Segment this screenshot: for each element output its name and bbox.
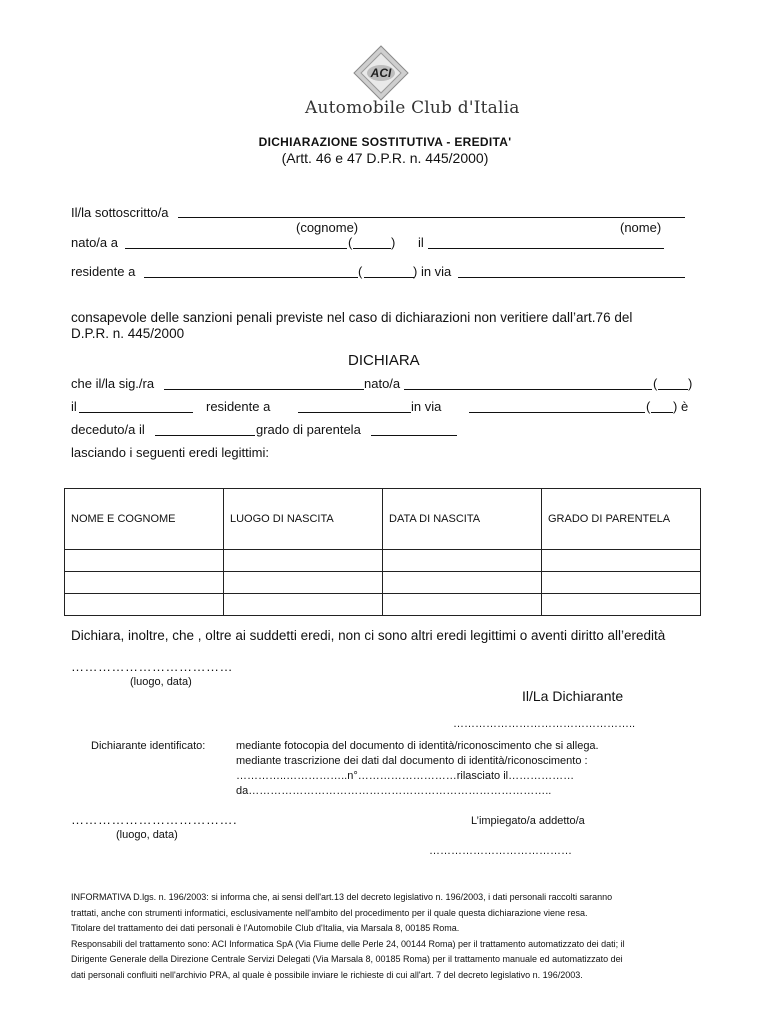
- consapevole-line1: consapevole delle sanzioni penali previste nel caso di dichiarazioni non veritiere dall’art.76 del: [71, 310, 633, 325]
- informativa-line: trattati, anche con strumenti informatici, esclusivamente nell'ambito del procedimento per il quale questa dichiarazione viene resa.: [71, 907, 588, 918]
- dichiarante-signature-field[interactable]: …………………………………………..: [453, 718, 636, 730]
- eredi-table: [64, 488, 701, 616]
- informativa-line: INFORMATIVA D.lgs. n. 196/2003: si informa che, ai sensi dell'art.13 del decreto legislativo n. 196/2003, i dati personali raccolti saranno: [71, 892, 613, 902]
- nato-provincia-field[interactable]: [353, 248, 391, 249]
- nato-paren-open: (: [348, 235, 353, 250]
- defunto-provincia-field[interactable]: [658, 389, 688, 390]
- informativa-line: Dirigente Generale della Direzione Centrale Servizi Delegati (Via Marsala 8, 00185 Roma) per il trattamento manuale ed automatizzato dei: [71, 954, 623, 964]
- table-cell[interactable]: [383, 594, 542, 616]
- che-sig-label: che il/la sig./ra: [71, 376, 155, 391]
- sottoscritto-field[interactable]: [178, 217, 685, 218]
- residente-paren-open: (: [358, 264, 363, 279]
- defunto-nato-label: nato/a: [364, 376, 401, 391]
- luogo-data-hint-2: (luogo, data): [116, 829, 178, 841]
- table-row: [65, 594, 701, 616]
- col-luogo-nascita: LUOGO DI NASCITA: [224, 489, 383, 550]
- id-option-fotocopia: mediante fotocopia del documento di identità/riconoscimento che si allega.: [236, 740, 599, 752]
- table-cell[interactable]: [65, 572, 224, 594]
- id-document-issuer-field[interactable]: da………………………………………………………………………..: [236, 785, 552, 797]
- defunto-il-label: il: [71, 399, 77, 414]
- residente-via-field[interactable]: [458, 277, 685, 278]
- nato-il-label: il: [418, 235, 424, 250]
- document-title: DICHIARAZIONE SOSTITUTIVA - EREDITA': [258, 135, 512, 149]
- informativa-line: Titolare del trattamento dei dati personali è l'Automobile Club d'Italia, via Marsala 8, 00185 Roma.: [71, 923, 460, 933]
- dichiarante-identificato-label: Dichiarante identificato:: [91, 740, 206, 752]
- cognome-hint: (cognome): [296, 220, 359, 235]
- col-grado-parentela: GRADO DI PARENTELA: [542, 489, 701, 550]
- defunto-residente-label: residente a: [206, 399, 271, 414]
- informativa-block: [71, 890, 625, 983]
- residente-label: residente a: [71, 264, 136, 279]
- residente-provincia-field[interactable]: [364, 277, 414, 278]
- table-cell[interactable]: [224, 550, 383, 572]
- table-cell[interactable]: [224, 594, 383, 616]
- col-data-nascita: DATA DI NASCITA: [383, 489, 542, 550]
- defunto-nato-luogo-field[interactable]: [404, 389, 652, 390]
- grado-label: grado di parentela: [256, 422, 361, 437]
- residente-luogo-field[interactable]: [144, 277, 358, 278]
- dichiarante-label: Il/La Dichiarante: [522, 688, 624, 704]
- table-cell[interactable]: [383, 550, 542, 572]
- table-cell[interactable]: [65, 594, 224, 616]
- nato-luogo-field[interactable]: [125, 248, 347, 249]
- col-nome-cognome: NOME E COGNOME: [65, 489, 224, 550]
- table-cell[interactable]: [542, 550, 701, 572]
- table-header-row: [65, 489, 701, 550]
- defunto-via-provincia-field[interactable]: [651, 412, 673, 413]
- deceduto-label: deceduto/a il: [71, 422, 145, 437]
- document-subtitle: (Artt. 46 e 47 D.P.R. n. 445/2000): [281, 150, 489, 166]
- nome-hint: (nome): [620, 220, 662, 235]
- table-cell[interactable]: [224, 572, 383, 594]
- defunto-residente-field[interactable]: [298, 412, 411, 413]
- aci-logo: [352, 44, 410, 102]
- grado-field[interactable]: [371, 435, 457, 436]
- defunto-paren-open: (: [653, 376, 658, 391]
- dichiara-heading: DICHIARA: [348, 352, 420, 369]
- defunto-via-paren-open: (: [646, 399, 651, 414]
- sottoscritto-label: Il/la sottoscritto/a: [71, 205, 169, 220]
- deceduto-data-field[interactable]: [155, 435, 255, 436]
- table-cell[interactable]: [65, 550, 224, 572]
- lasciando-label: lasciando i seguenti eredi legittimi:: [71, 445, 269, 460]
- table-cell[interactable]: [542, 594, 701, 616]
- table-cell[interactable]: [383, 572, 542, 594]
- informativa-line: dati personali confluiti nell'archivio PRA, al quale è possibile inviare le richieste di cui all'art. 7 del decreto legislativo n. 196/2003.: [71, 969, 583, 980]
- defunto-data-nascita-field[interactable]: [79, 412, 193, 413]
- nato-paren-close: ): [391, 235, 396, 250]
- consapevole-line2: D.P.R. n. 445/2000: [71, 326, 185, 341]
- luogo-data-hint: (luogo, data): [130, 676, 192, 688]
- aci-logo-text: ACI: [370, 66, 392, 80]
- defunto-via-field[interactable]: [469, 412, 645, 413]
- table-row: [65, 572, 701, 594]
- nato-label: nato/a a: [71, 235, 118, 250]
- table-row: [65, 550, 701, 572]
- impiegato-label: L’impiegato/a addetto/a: [471, 815, 585, 827]
- in-via-label: ) in via: [413, 264, 452, 279]
- id-document-number-field[interactable]: …………..……………..n°………………………rilasciato il………………: [236, 770, 575, 782]
- luogo-data-field-2[interactable]: ……………………………….: [71, 812, 238, 827]
- id-option-trascrizione: mediante trascrizione dei dati dal documento di identità/riconoscimento :: [236, 755, 588, 767]
- nato-data-field[interactable]: [428, 248, 664, 249]
- defunto-paren-close: ): [688, 376, 693, 391]
- brand-name: Automobile Club d'Italia: [305, 98, 520, 118]
- informativa-line: Responsabili del trattamento sono: ACI Informatica SpA (Via Fiume delle Perle 24, 00144 Roma) per il trattamento automatizzato dei dati; il: [71, 938, 625, 949]
- luogo-data-field[interactable]: ………………………………: [71, 659, 233, 674]
- defunto-paren-close-e: ) è: [673, 399, 689, 414]
- defunto-nome-field[interactable]: [164, 389, 364, 390]
- defunto-in-via-label: in via: [411, 399, 442, 414]
- table-cell[interactable]: [542, 572, 701, 594]
- impiegato-signature-field[interactable]: …………………………………: [429, 845, 572, 857]
- altri-eredi-statement: Dichiara, inoltre, che , oltre ai suddetti eredi, non ci sono altri eredi legittimi o aventi diritto all’eredità: [71, 628, 666, 643]
